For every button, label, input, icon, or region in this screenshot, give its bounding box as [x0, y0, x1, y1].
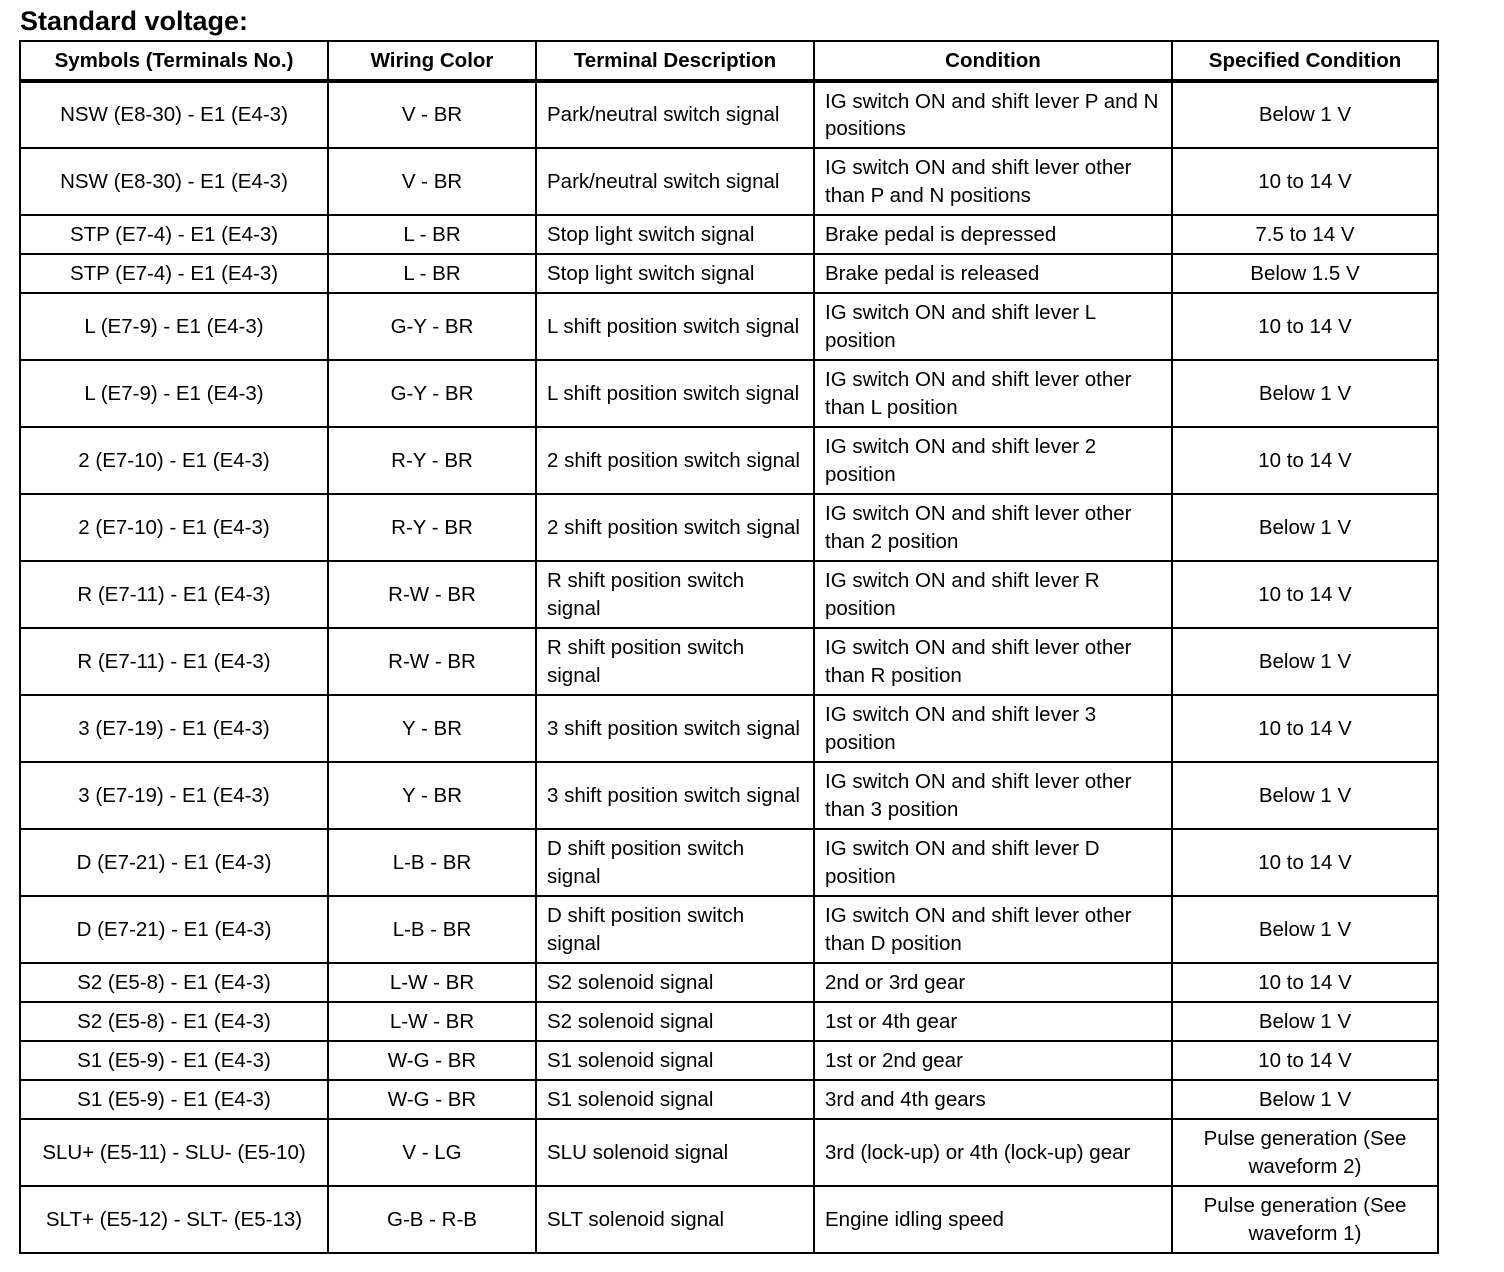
cell-specified-condition: 10 to 14 V	[1172, 561, 1438, 628]
table-row	[20, 896, 1438, 963]
cell-condition: IG switch ON and shift lever other than P and N positions	[814, 148, 1172, 215]
table-row	[20, 1186, 1438, 1253]
table-row	[20, 427, 1438, 494]
cell-symbol: STP (E7-4) - E1 (E4-3)	[20, 215, 328, 254]
cell-symbol: NSW (E8-30) - E1 (E4-3)	[20, 148, 328, 215]
cell-terminal-description: L shift position switch signal	[536, 293, 814, 360]
cell-symbol: R (E7-11) - E1 (E4-3)	[20, 561, 328, 628]
cell-condition: Brake pedal is depressed	[814, 215, 1172, 254]
cell-terminal-description: 2 shift position switch signal	[536, 427, 814, 494]
cell-condition: 1st or 2nd gear	[814, 1041, 1172, 1080]
cell-terminal-description: S1 solenoid signal	[536, 1080, 814, 1119]
table-body	[20, 81, 1438, 1253]
table-row	[20, 215, 1438, 254]
cell-condition: 3rd (lock-up) or 4th (lock-up) gear	[814, 1119, 1172, 1186]
cell-wiring-color: V - BR	[328, 81, 536, 148]
cell-wiring-color: L-B - BR	[328, 829, 536, 896]
cell-specified-condition: 10 to 14 V	[1172, 427, 1438, 494]
table-row	[20, 494, 1438, 561]
cell-condition: IG switch ON and shift lever 2 position	[814, 427, 1172, 494]
table-row	[20, 561, 1438, 628]
cell-specified-condition: 10 to 14 V	[1172, 1041, 1438, 1080]
cell-condition: IG switch ON and shift lever other than L position	[814, 360, 1172, 427]
table-row	[20, 628, 1438, 695]
cell-symbol: SLU+ (E5-11) - SLU- (E5-10)	[20, 1119, 328, 1186]
cell-wiring-color: G-B - R-B	[328, 1186, 536, 1253]
cell-terminal-description: 3 shift position switch signal	[536, 695, 814, 762]
cell-symbol: D (E7-21) - E1 (E4-3)	[20, 829, 328, 896]
cell-condition: IG switch ON and shift lever P and N positions	[814, 81, 1172, 148]
cell-specified-condition: Below 1 V	[1172, 896, 1438, 963]
table-row	[20, 829, 1438, 896]
cell-terminal-description: S1 solenoid signal	[536, 1041, 814, 1080]
cell-wiring-color: W-G - BR	[328, 1080, 536, 1119]
table-row	[20, 1119, 1438, 1186]
cell-wiring-color: W-G - BR	[328, 1041, 536, 1080]
cell-wiring-color: R-Y - BR	[328, 494, 536, 561]
cell-terminal-description: SLT solenoid signal	[536, 1186, 814, 1253]
cell-wiring-color: Y - BR	[328, 762, 536, 829]
cell-specified-condition: 10 to 14 V	[1172, 695, 1438, 762]
cell-specified-condition: Pulse generation (See waveform 2)	[1172, 1119, 1438, 1186]
cell-specified-condition: Below 1 V	[1172, 1080, 1438, 1119]
cell-specified-condition: 10 to 14 V	[1172, 829, 1438, 896]
cell-wiring-color: L-W - BR	[328, 963, 536, 1002]
cell-wiring-color: V - LG	[328, 1119, 536, 1186]
table-row	[20, 1041, 1438, 1080]
cell-condition: 2nd or 3rd gear	[814, 963, 1172, 1002]
cell-condition: IG switch ON and shift lever 3 position	[814, 695, 1172, 762]
cell-specified-condition: Below 1 V	[1172, 1002, 1438, 1041]
cell-symbol: STP (E7-4) - E1 (E4-3)	[20, 254, 328, 293]
cell-specified-condition: Below 1 V	[1172, 494, 1438, 561]
page-title: Standard voltage:	[20, 6, 249, 36]
cell-symbol: 3 (E7-19) - E1 (E4-3)	[20, 695, 328, 762]
cell-condition: IG switch ON and shift lever other than 3 position	[814, 762, 1172, 829]
header-symbols: Symbols (Terminals No.)	[20, 41, 328, 81]
cell-terminal-description: Stop light switch signal	[536, 254, 814, 293]
cell-wiring-color: Y - BR	[328, 695, 536, 762]
standard-voltage-table	[19, 40, 1439, 1254]
cell-terminal-description: Park/neutral switch signal	[536, 81, 814, 148]
cell-symbol: S2 (E5-8) - E1 (E4-3)	[20, 963, 328, 1002]
cell-symbol: S1 (E5-9) - E1 (E4-3)	[20, 1041, 328, 1080]
cell-condition: IG switch ON and shift lever L position	[814, 293, 1172, 360]
cell-symbol: 2 (E7-10) - E1 (E4-3)	[20, 427, 328, 494]
cell-terminal-description: S2 solenoid signal	[536, 963, 814, 1002]
cell-wiring-color: G-Y - BR	[328, 293, 536, 360]
cell-specified-condition: 10 to 14 V	[1172, 963, 1438, 1002]
table-row	[20, 148, 1438, 215]
cell-terminal-description: R shift position switch signal	[536, 628, 814, 695]
cell-specified-condition: Below 1 V	[1172, 81, 1438, 148]
header-terminal-description: Terminal Description	[536, 41, 814, 81]
table-row	[20, 293, 1438, 360]
cell-terminal-description: 2 shift position switch signal	[536, 494, 814, 561]
cell-specified-condition: 10 to 14 V	[1172, 293, 1438, 360]
cell-symbol: S1 (E5-9) - E1 (E4-3)	[20, 1080, 328, 1119]
cell-symbol: NSW (E8-30) - E1 (E4-3)	[20, 81, 328, 148]
cell-symbol: R (E7-11) - E1 (E4-3)	[20, 628, 328, 695]
cell-terminal-description: D shift position switch signal	[536, 896, 814, 963]
cell-terminal-description: 3 shift position switch signal	[536, 762, 814, 829]
cell-condition: 3rd and 4th gears	[814, 1080, 1172, 1119]
cell-condition: 1st or 4th gear	[814, 1002, 1172, 1041]
table-row	[20, 1080, 1438, 1119]
cell-specified-condition: 10 to 14 V	[1172, 148, 1438, 215]
cell-symbol: D (E7-21) - E1 (E4-3)	[20, 896, 328, 963]
table-row	[20, 81, 1438, 148]
cell-wiring-color: L - BR	[328, 215, 536, 254]
cell-wiring-color: R-W - BR	[328, 628, 536, 695]
cell-terminal-description: Stop light switch signal	[536, 215, 814, 254]
table-row	[20, 1002, 1438, 1041]
cell-condition: IG switch ON and shift lever R position	[814, 561, 1172, 628]
cell-symbol: L (E7-9) - E1 (E4-3)	[20, 360, 328, 427]
cell-wiring-color: V - BR	[328, 148, 536, 215]
cell-terminal-description: D shift position switch signal	[536, 829, 814, 896]
table-row	[20, 963, 1438, 1002]
cell-specified-condition: 7.5 to 14 V	[1172, 215, 1438, 254]
cell-wiring-color: L - BR	[328, 254, 536, 293]
cell-terminal-description: S2 solenoid signal	[536, 1002, 814, 1041]
cell-symbol: SLT+ (E5-12) - SLT- (E5-13)	[20, 1186, 328, 1253]
cell-wiring-color: G-Y - BR	[328, 360, 536, 427]
cell-wiring-color: R-Y - BR	[328, 427, 536, 494]
cell-terminal-description: L shift position switch signal	[536, 360, 814, 427]
table-row	[20, 762, 1438, 829]
cell-condition: IG switch ON and shift lever other than 2 position	[814, 494, 1172, 561]
cell-condition: IG switch ON and shift lever D position	[814, 829, 1172, 896]
table-row	[20, 254, 1438, 293]
cell-specified-condition: Below 1 V	[1172, 762, 1438, 829]
cell-condition: IG switch ON and shift lever other than D position	[814, 896, 1172, 963]
table-row	[20, 695, 1438, 762]
cell-condition: Brake pedal is released	[814, 254, 1172, 293]
cell-wiring-color: L-B - BR	[328, 896, 536, 963]
table-row	[20, 360, 1438, 427]
cell-wiring-color: R-W - BR	[328, 561, 536, 628]
cell-condition: IG switch ON and shift lever other than R position	[814, 628, 1172, 695]
header-specified-condition: Specified Condition	[1172, 41, 1438, 81]
cell-specified-condition: Below 1 V	[1172, 360, 1438, 427]
cell-symbol: 3 (E7-19) - E1 (E4-3)	[20, 762, 328, 829]
header-condition: Condition	[814, 41, 1172, 81]
cell-wiring-color: L-W - BR	[328, 1002, 536, 1041]
cell-terminal-description: SLU solenoid signal	[536, 1119, 814, 1186]
cell-terminal-description: R shift position switch signal	[536, 561, 814, 628]
cell-terminal-description: Park/neutral switch signal	[536, 148, 814, 215]
cell-symbol: L (E7-9) - E1 (E4-3)	[20, 293, 328, 360]
cell-specified-condition: Below 1 V	[1172, 628, 1438, 695]
cell-specified-condition: Below 1.5 V	[1172, 254, 1438, 293]
cell-symbol: 2 (E7-10) - E1 (E4-3)	[20, 494, 328, 561]
cell-condition: Engine idling speed	[814, 1186, 1172, 1253]
header-wiring-color: Wiring Color	[328, 41, 536, 81]
table-header-row	[20, 41, 1438, 81]
cell-symbol: S2 (E5-8) - E1 (E4-3)	[20, 1002, 328, 1041]
cell-specified-condition: Pulse generation (See waveform 1)	[1172, 1186, 1438, 1253]
